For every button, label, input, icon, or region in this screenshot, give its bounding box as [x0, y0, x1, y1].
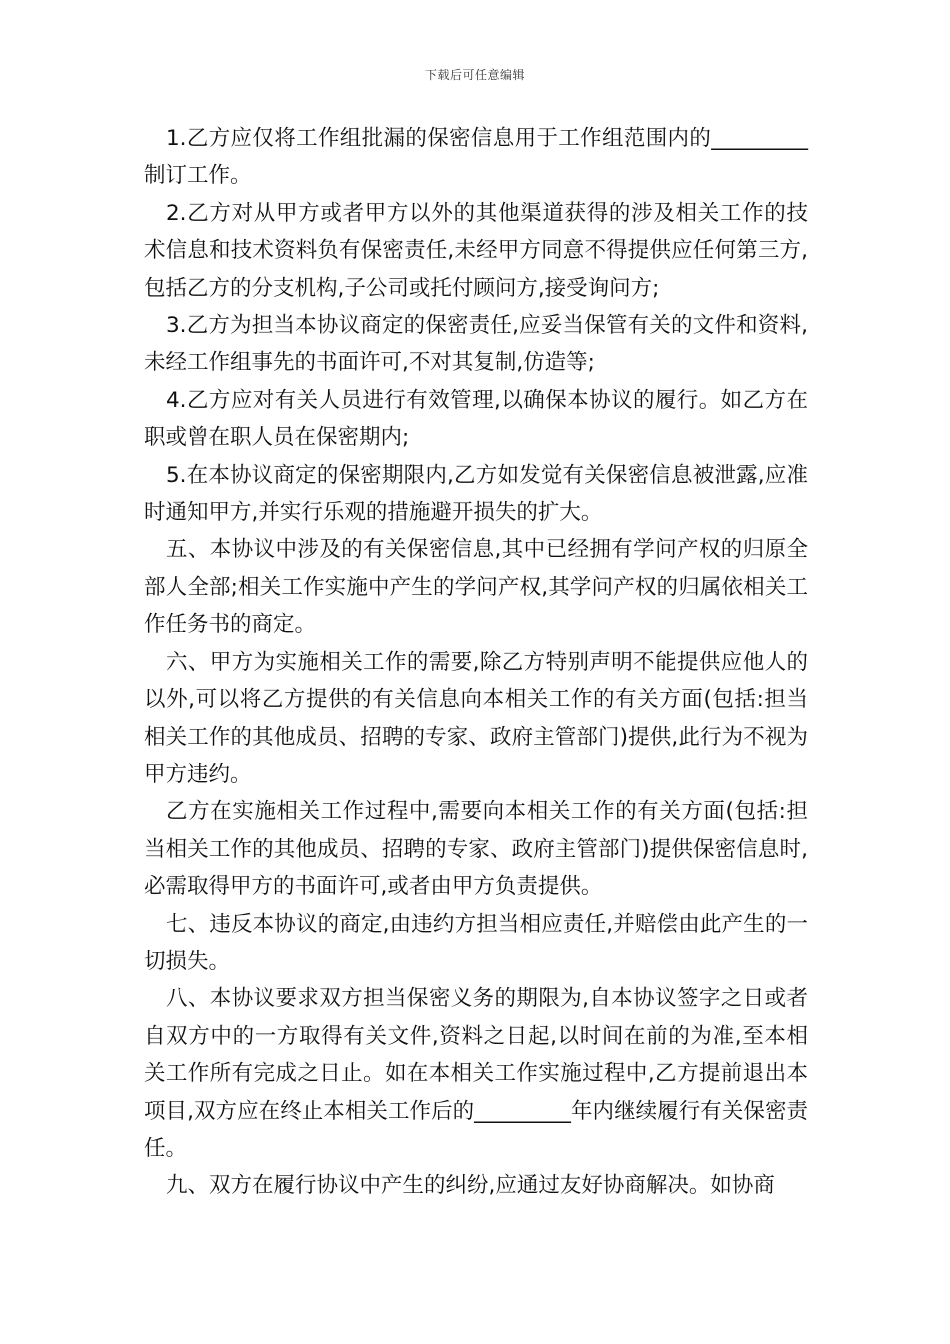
section-five: 五、本协议中涉及的有关保密信息,其中已经拥有学问产权的归原全部人全部;相关工作实施中产生的学问产权,其学问产权的归属依相关工作任务书的商定。	[144, 537, 808, 638]
section-six: 六、甲方为实施相关工作的需要,除乙方特别声明不能提供应他人的以外,可以将乙方提供的有关信息向本相关工作的有关方面(包括:担当相关工作的其他成员、招聘的专家、政府主管部门)提供,此行为不视为甲方违约。	[144, 649, 808, 787]
section-nine: 九、双方在履行协议中产生的纠纷,应通过友好协商解决。如协商	[166, 1173, 775, 1199]
clause-item-4: 4.乙方应对有关人员进行有效管理,以确保本协议的履行。如乙方在职或曾在职人员在保密期内;	[144, 387, 808, 451]
page-header-note: 下载后可任意编辑	[424, 68, 525, 82]
clause-item-2: 2.乙方对从甲方或者甲方以外的其他渠道获得的涉及相关工作的技术信息和技术资料负有保密责任,未经甲方同意不得提供应任何第三方,包括乙方的分支机构,子公司或托付顾问方,接受询问方;	[144, 200, 808, 301]
document-body	[144, 120, 808, 1205]
section-seven: 七、违反本协议的商定,由违约方担当相应责任,并赔偿由此产生的一切损失。	[144, 911, 808, 974]
section-six-continued: 乙方在实施相关工作过程中,需要向本相关工作的有关方面(包括:担当相关工作的其他成员、招聘的专家、政府主管部门)提供保密信息时,必需取得甲方的书面许可,或者由甲方负责提供。	[144, 799, 808, 900]
section-eight: 八、本协议要求双方担当保密义务的期限为,自本协议签字之日或者自双方中的一方取得有关文件,资料之日起,以时间在前的为准,至本相关工作所有完成之日止。如在本相关工作实施过程中,乙方提前退出本项目,双方应在终止本相关工作后的_________年内继续履行有关保密责任。	[144, 986, 808, 1161]
clause-item-5: 5.在本协议商定的保密期限内,乙方如发觉有关保密信息被泄露,应准时通知甲方,并实行乐观的措施避开损失的扩大。	[144, 462, 808, 526]
clause-item-3: 3.乙方为担当本协议商定的保密责任,应妥当保管有关的文件和资料,未经工作组事先的书面许可,不对其复制,仿造等;	[144, 313, 808, 376]
clause-item-1: 1.乙方应仅将工作组批漏的保密信息用于工作组范围内的_________制订工作。	[144, 126, 808, 189]
